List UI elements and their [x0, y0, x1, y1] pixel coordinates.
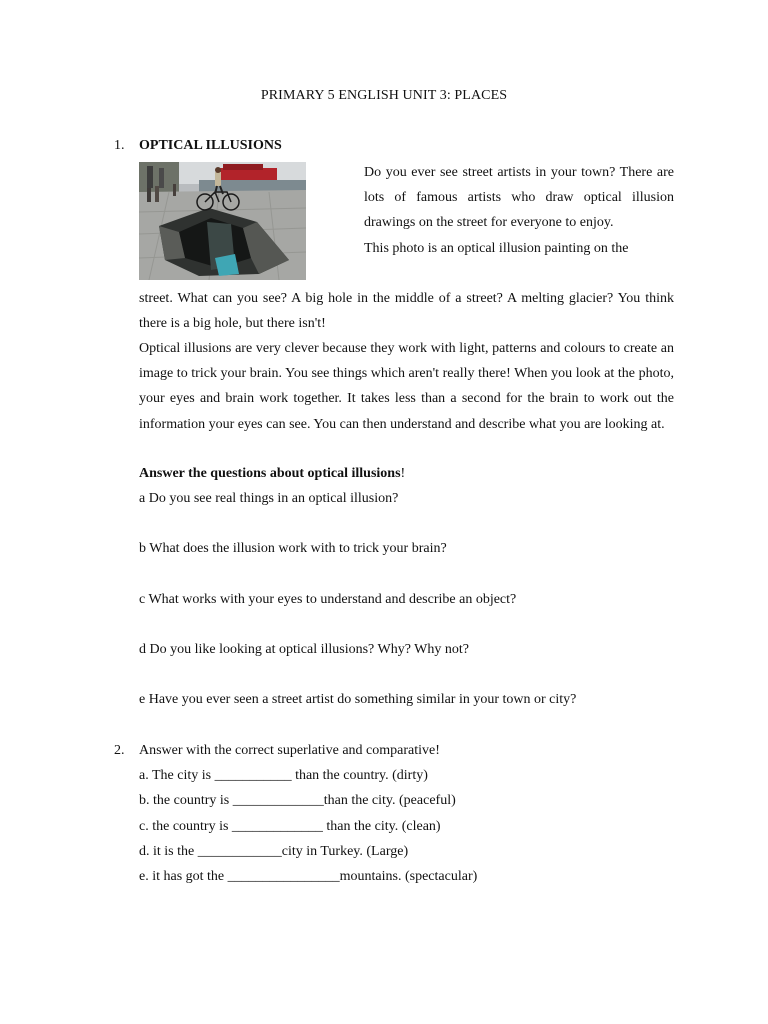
- item-c-blank[interactable]: _____________: [231, 819, 323, 834]
- intro-text: [364, 160, 674, 261]
- item-d-suffix: city in Turkey. (Large): [281, 844, 409, 859]
- section-1-heading: OPTICAL ILLUSIONS: [139, 138, 282, 153]
- section-2-number: 2.: [114, 743, 125, 758]
- exercise-item-a: [139, 768, 428, 784]
- question-d: d Do you like looking at optical illusions? Why? Why not?: [139, 642, 469, 657]
- item-d-prefix: d. it is the: [139, 844, 198, 859]
- section-1-number: 1.: [114, 138, 125, 153]
- question-a: a Do you see real things in an optical illusion?: [139, 491, 399, 506]
- exercise-item-b: [139, 793, 456, 809]
- photo-description-start: This photo is an optical illusion painting on the: [364, 240, 629, 256]
- item-e-blank[interactable]: ________________: [227, 869, 340, 884]
- item-c-prefix: c. the country is: [139, 819, 232, 834]
- optical-illusions-paragraph: Optical illusions are very clever because they work with light, patterns and colours to create an image to trick your brain. You see things which aren't really there! When you look at the photo, your eyes and brain work together. It takes less than a second for the brain to work out the information your eyes can see. You can then understand and describe what you are looking at.: [139, 341, 674, 432]
- item-e-suffix: mountains. (spectacular): [339, 869, 478, 884]
- item-c-suffix: than the city. (clean): [322, 819, 441, 834]
- exercise-item-c: [139, 819, 441, 835]
- item-d-blank[interactable]: ____________: [197, 844, 282, 859]
- question-b: b What does the illusion work with to trick your brain?: [139, 541, 447, 556]
- section-2-instruction: Answer with the correct superlative and comparative!: [139, 743, 440, 758]
- question-e: e Have you ever seen a street artist do something similar in your town or city?: [139, 692, 577, 707]
- page-title: PRIMARY 5 ENGLISH UNIT 3: PLACES: [260, 88, 508, 103]
- item-b-prefix: b. the country is: [139, 793, 233, 808]
- question-c: c What works with your eyes to understand and describe an object?: [139, 592, 517, 607]
- item-a-prefix: a. The city is: [139, 768, 215, 783]
- exercise-item-e: [139, 869, 477, 885]
- exercise-item-d: [139, 844, 408, 860]
- questions-heading: Answer the questions about optical illusions: [139, 466, 401, 481]
- item-b-blank[interactable]: _____________: [232, 793, 324, 808]
- item-a-suffix: than the country. (dirty): [291, 768, 428, 783]
- intro-paragraph: Do you ever see street artists in your town? There are lots of famous artists who draw optical illusion drawings on the street for everyone to enjoy.: [364, 165, 674, 231]
- questions-heading-line: [139, 466, 405, 482]
- item-a-blank[interactable]: ___________: [214, 768, 292, 783]
- photo-description-rest: street. What can you see? A big hole in the middle of a street? A melting glacier? You think there is a big hole, but there isn't!: [139, 291, 674, 332]
- optical-illusion-photo: [139, 162, 306, 280]
- item-b-suffix: than the city. (peaceful): [323, 793, 456, 808]
- questions-heading-punct: !: [400, 466, 406, 481]
- item-e-prefix: e. it has got the: [139, 869, 228, 884]
